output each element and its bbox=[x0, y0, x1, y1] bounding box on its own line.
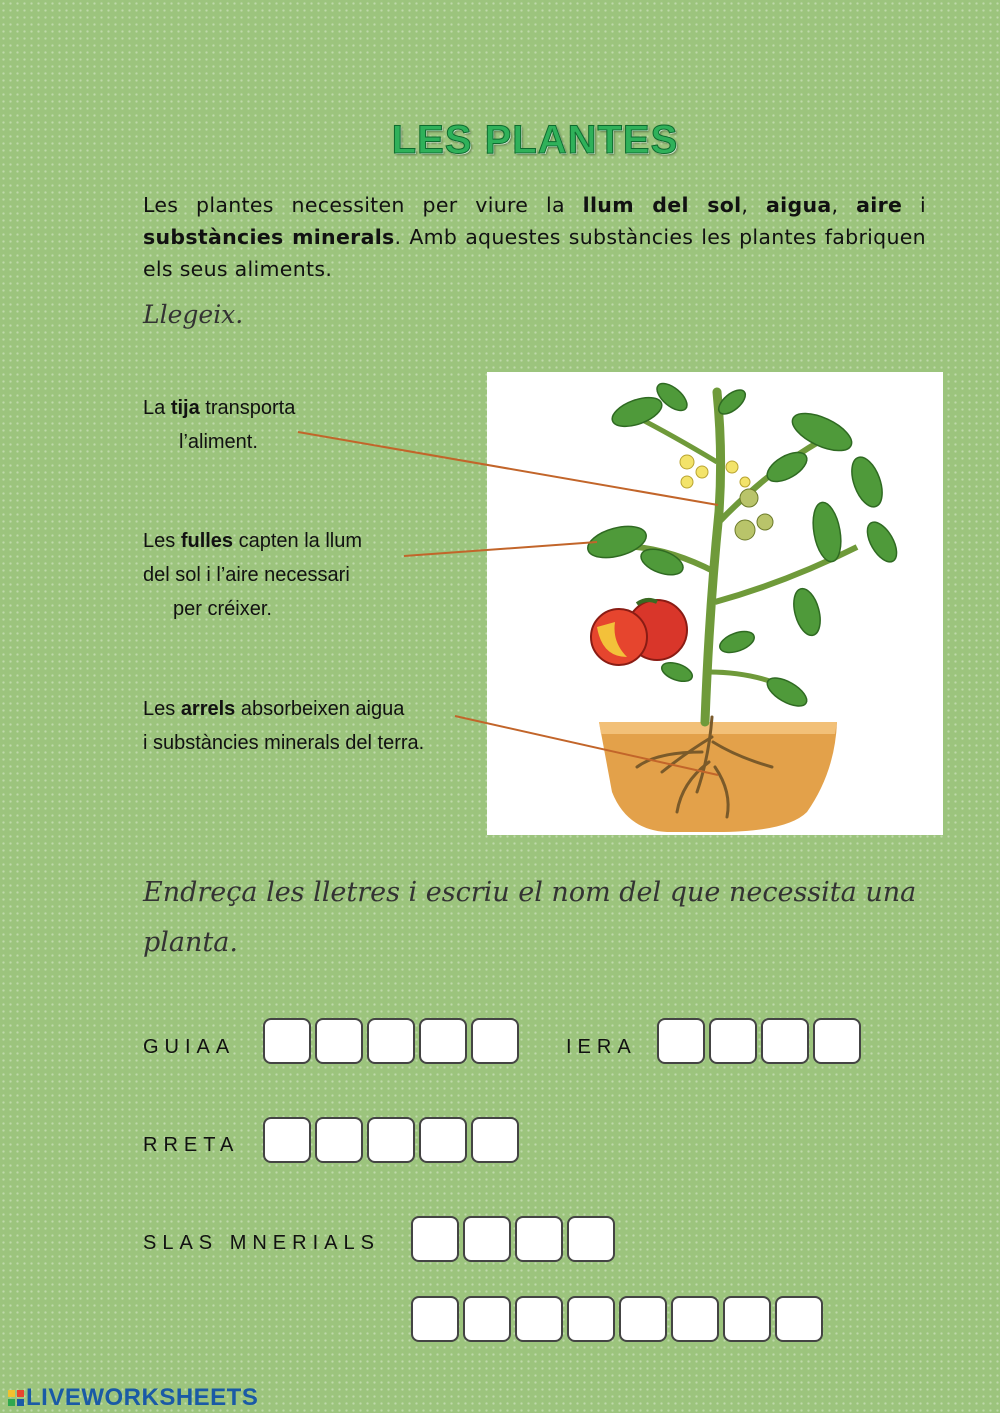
letter-input[interactable] bbox=[709, 1018, 757, 1064]
letter-input[interactable] bbox=[263, 1018, 311, 1064]
letter-input[interactable] bbox=[419, 1117, 467, 1163]
letter-input[interactable] bbox=[367, 1117, 415, 1163]
label-bold-leaves: fulles bbox=[180, 530, 234, 552]
answer-boxes-1 bbox=[263, 1018, 523, 1064]
letter-input[interactable] bbox=[723, 1296, 771, 1342]
scrambled-word-1: GUIAA bbox=[143, 1036, 236, 1058]
page-title: LES PLANTES bbox=[391, 118, 679, 162]
intro-text: , bbox=[741, 193, 767, 217]
intro-text: . Amb aquestes substàncies les plantes fabriquen els seus aliments. bbox=[143, 225, 926, 281]
letter-input[interactable] bbox=[315, 1117, 363, 1163]
liveworksheets-logo-icon bbox=[8, 1390, 24, 1406]
answer-boxes-3 bbox=[263, 1117, 523, 1163]
letter-input[interactable] bbox=[411, 1296, 459, 1342]
label-text: l’aliment. bbox=[179, 431, 258, 453]
letter-input[interactable] bbox=[515, 1216, 563, 1262]
exercise-instruction: Endreça les lletres i escriu el nom del que necessita una planta. bbox=[143, 877, 917, 958]
letter-input[interactable] bbox=[619, 1296, 667, 1342]
scrambled-word-3: RRETA bbox=[143, 1134, 240, 1156]
footer-text: LIVEWORKSHEETS bbox=[26, 1384, 259, 1411]
label-text: transporta bbox=[199, 397, 296, 419]
label-text: Les bbox=[143, 530, 181, 552]
stem-pointer-line bbox=[298, 432, 718, 505]
intro-text: , bbox=[831, 193, 857, 217]
letter-input[interactable] bbox=[263, 1117, 311, 1163]
stem-label bbox=[143, 391, 295, 459]
roots-label bbox=[143, 692, 424, 760]
letter-input[interactable] bbox=[657, 1018, 705, 1064]
letter-input[interactable] bbox=[463, 1216, 511, 1262]
answer-boxes-4a bbox=[411, 1216, 619, 1262]
label-text: i substàncies minerals del terra. bbox=[143, 732, 425, 754]
label-bold-roots: arrels bbox=[180, 698, 236, 720]
label-bold-stem: tija bbox=[170, 397, 200, 419]
letter-input[interactable] bbox=[761, 1018, 809, 1064]
intro-bold-water: aigua bbox=[766, 193, 832, 217]
leaves-pointer-line bbox=[404, 542, 597, 556]
letter-input[interactable] bbox=[567, 1296, 615, 1342]
answer-boxes-2 bbox=[657, 1018, 865, 1064]
letter-input[interactable] bbox=[463, 1296, 511, 1342]
intro-bold-sunlight: llum del sol bbox=[582, 193, 742, 217]
scrambled-word-4: SLAS MNERIALS bbox=[143, 1232, 380, 1254]
label-text: absorbeixen aigua bbox=[235, 698, 405, 720]
label-text: del sol i l’aire necessari bbox=[143, 564, 350, 586]
letter-input[interactable] bbox=[567, 1216, 615, 1262]
intro-text: Les plantes necessiten per viure la bbox=[143, 193, 583, 217]
letter-input[interactable] bbox=[471, 1018, 519, 1064]
intro-bold-minerals: substàncies minerals bbox=[143, 225, 395, 249]
label-text: per créixer. bbox=[173, 598, 272, 620]
scrambled-word-2: IERA bbox=[566, 1036, 637, 1058]
label-text: capten la llum bbox=[233, 530, 363, 552]
label-text: Les bbox=[143, 698, 181, 720]
letter-input[interactable] bbox=[515, 1296, 563, 1342]
letter-input[interactable] bbox=[367, 1018, 415, 1064]
answer-boxes-4b bbox=[411, 1296, 827, 1342]
read-heading: Llegeix. bbox=[143, 300, 244, 329]
letter-input[interactable] bbox=[775, 1296, 823, 1342]
letter-input[interactable] bbox=[419, 1018, 467, 1064]
leaves-label bbox=[143, 524, 362, 626]
intro-text: i bbox=[902, 193, 926, 217]
roots-pointer-line bbox=[455, 716, 718, 775]
intro-bold-air: aire bbox=[856, 193, 903, 217]
letter-input[interactable] bbox=[671, 1296, 719, 1342]
letter-input[interactable] bbox=[411, 1216, 459, 1262]
letter-input[interactable] bbox=[813, 1018, 861, 1064]
letter-input[interactable] bbox=[471, 1117, 519, 1163]
letter-input[interactable] bbox=[315, 1018, 363, 1064]
footer-brand[interactable] bbox=[8, 1384, 258, 1412]
label-text: La bbox=[143, 397, 171, 419]
